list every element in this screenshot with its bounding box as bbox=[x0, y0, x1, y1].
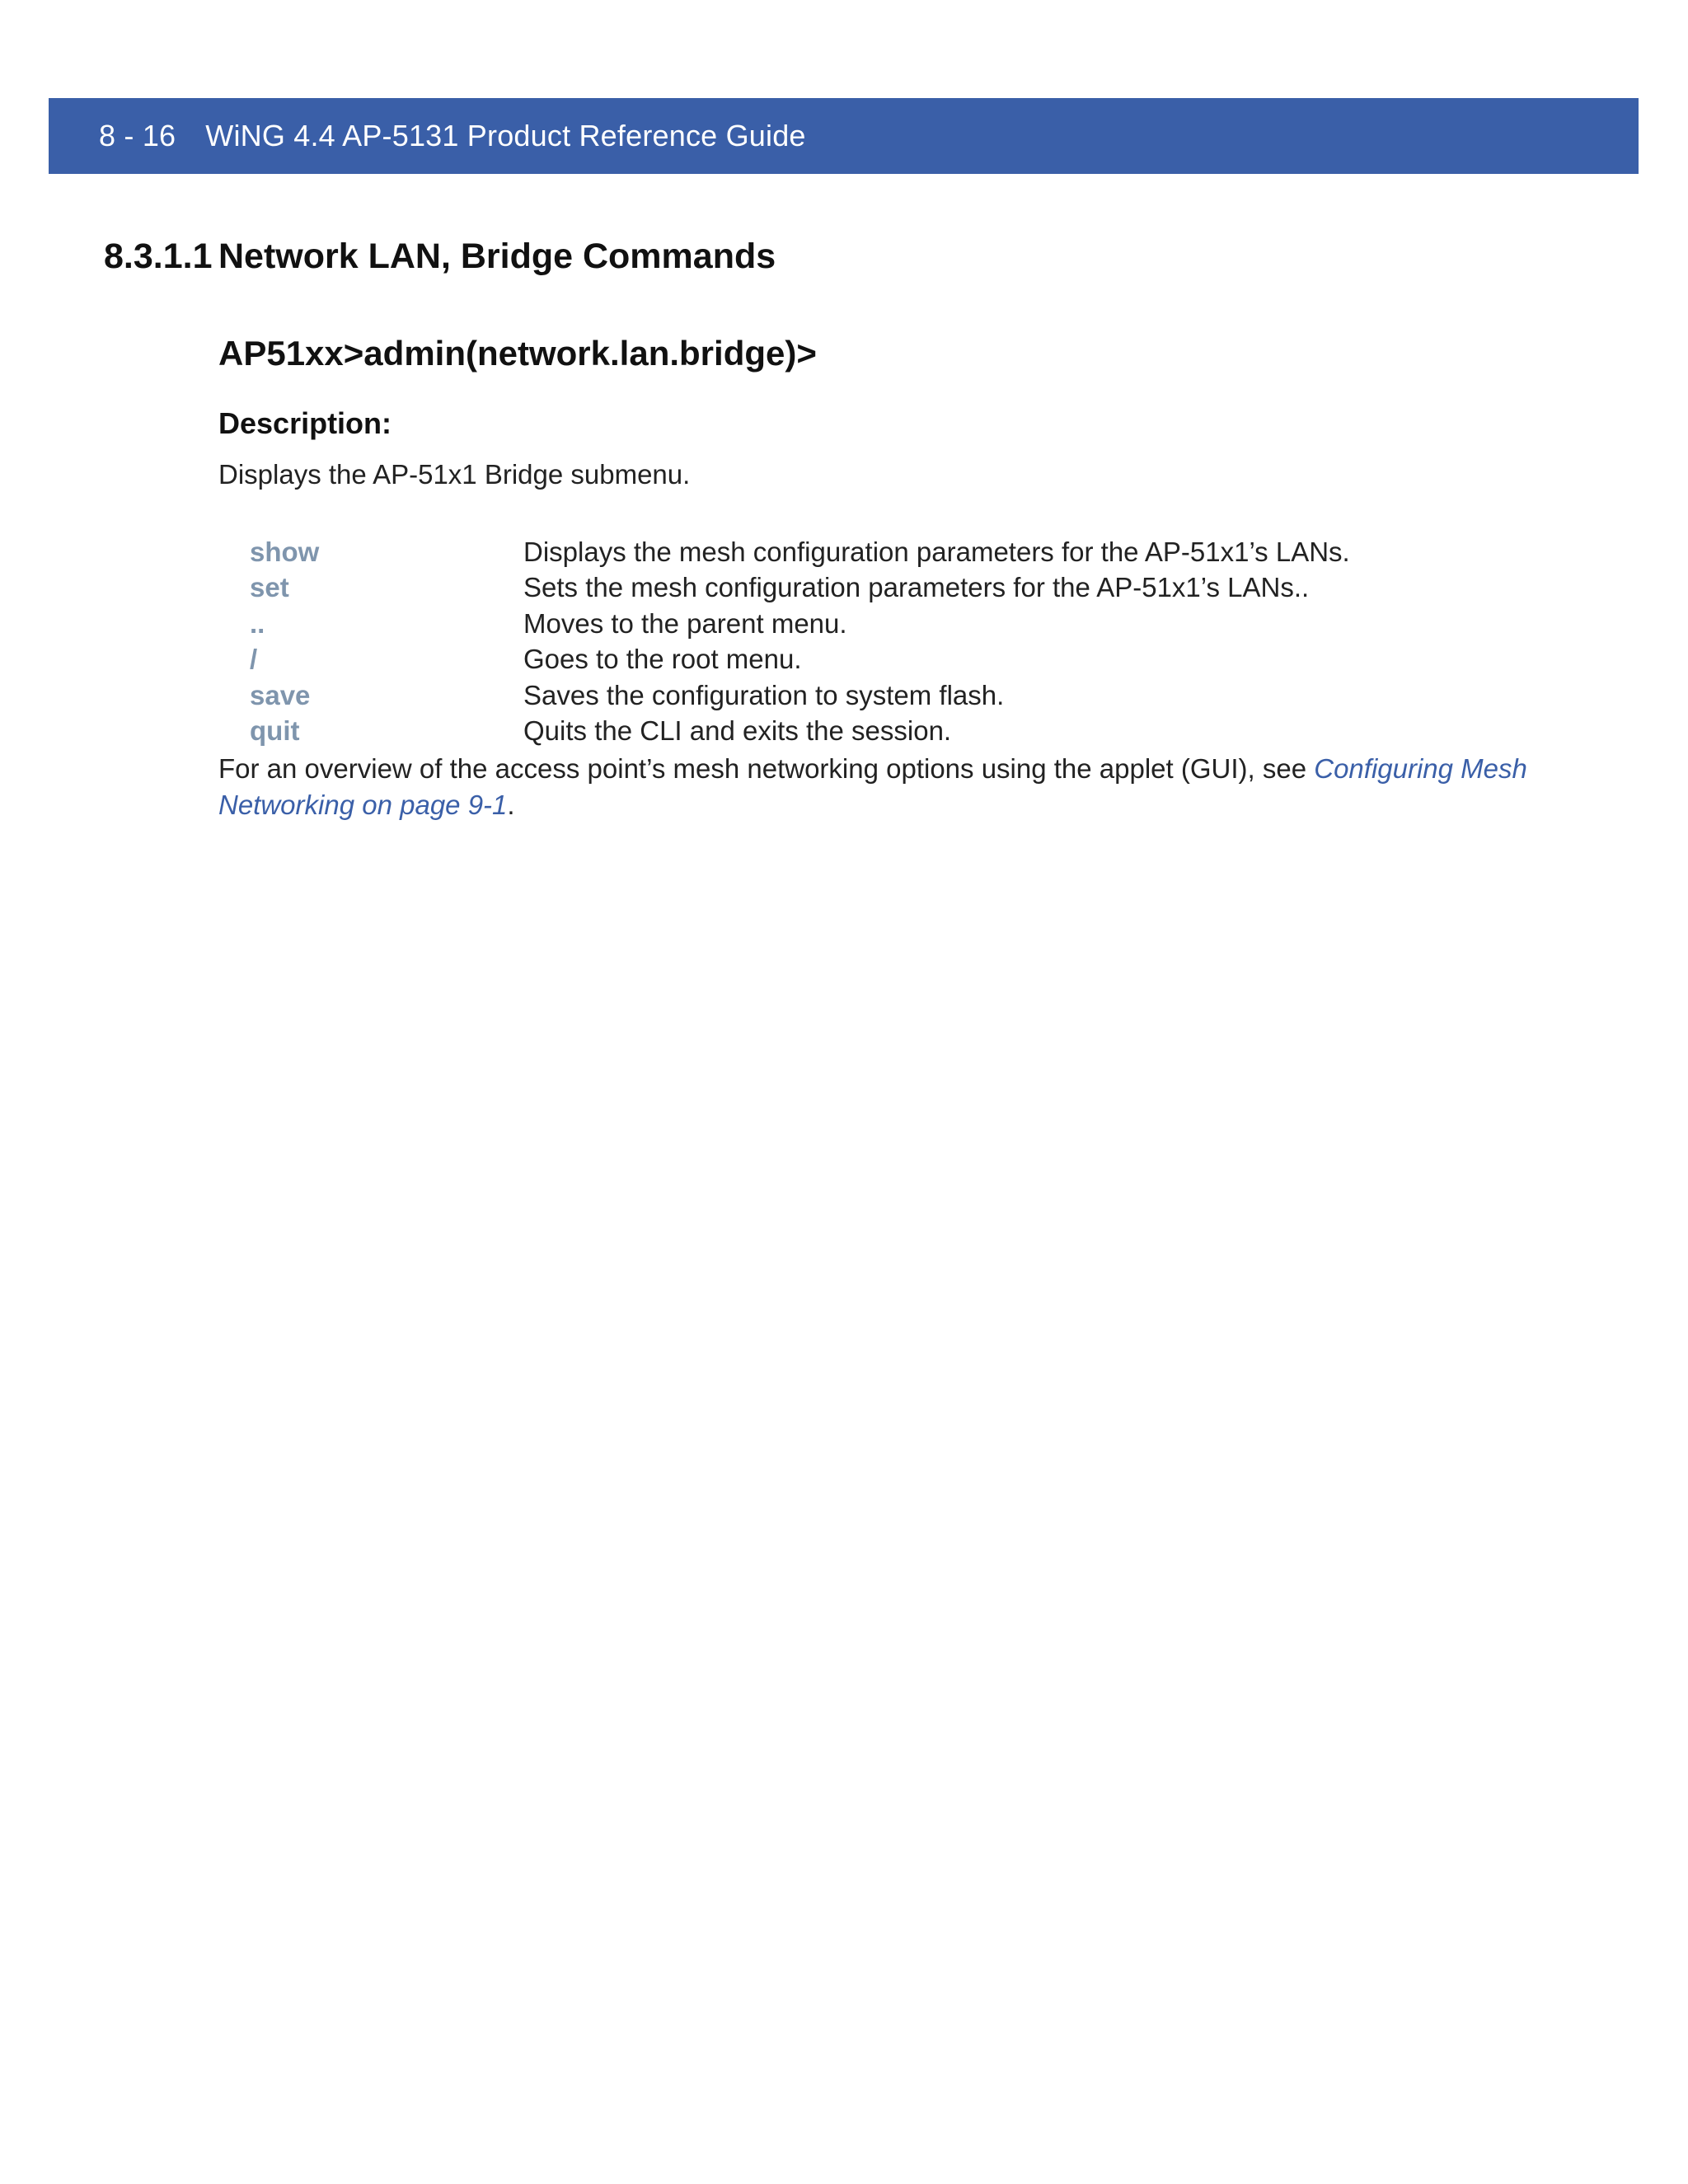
command-row-parent bbox=[250, 606, 1568, 642]
command-row-set bbox=[250, 570, 1568, 607]
document-title: WiNG 4.4 AP-5131 Product Reference Guide bbox=[205, 119, 806, 152]
description-text: Displays the AP-51x1 Bridge submenu. bbox=[218, 459, 691, 490]
page-header bbox=[49, 98, 1639, 174]
section-heading bbox=[104, 237, 776, 277]
command-description: Goes to the root menu. bbox=[523, 644, 802, 675]
overview-paragraph bbox=[218, 751, 1554, 823]
overview-text: For an overview of the access point’s mesh networking options using the applet (GUI), see bbox=[218, 753, 1315, 784]
command-description: Sets the mesh configuration parameters for the AP-51x1’s LANs.. bbox=[523, 572, 1310, 603]
command-description: Saves the configuration to system flash. bbox=[523, 679, 1005, 710]
command-name: / bbox=[250, 644, 258, 675]
command-name: .. bbox=[250, 607, 265, 639]
command-row-save bbox=[250, 677, 1568, 714]
section-number: 8.3.1.1 bbox=[104, 237, 213, 276]
command-name: quit bbox=[250, 715, 300, 747]
command-row-root bbox=[250, 642, 1568, 678]
overview-suffix: . bbox=[507, 790, 515, 820]
description-label: Description: bbox=[218, 406, 392, 440]
command-description: Quits the CLI and exits the session. bbox=[523, 715, 952, 747]
cross-reference-link[interactable]: Configuring Mesh Networking on page 9-1 bbox=[218, 753, 1527, 820]
command-name: set bbox=[250, 572, 289, 603]
page-number: 8 - 16 bbox=[99, 119, 176, 152]
command-description: Moves to the parent menu. bbox=[523, 607, 847, 639]
command-prompt-heading: AP51xx>admin(network.lan.bridge)> bbox=[218, 334, 817, 373]
command-table bbox=[250, 534, 1568, 749]
command-name: show bbox=[250, 536, 320, 567]
command-description: Displays the mesh configuration parameters for the AP-51x1’s LANs. bbox=[523, 536, 1350, 567]
command-row-quit bbox=[250, 714, 1568, 750]
section-title: Network LAN, Bridge Commands bbox=[218, 237, 776, 276]
command-name: save bbox=[250, 679, 311, 710]
command-row-show bbox=[250, 534, 1568, 570]
